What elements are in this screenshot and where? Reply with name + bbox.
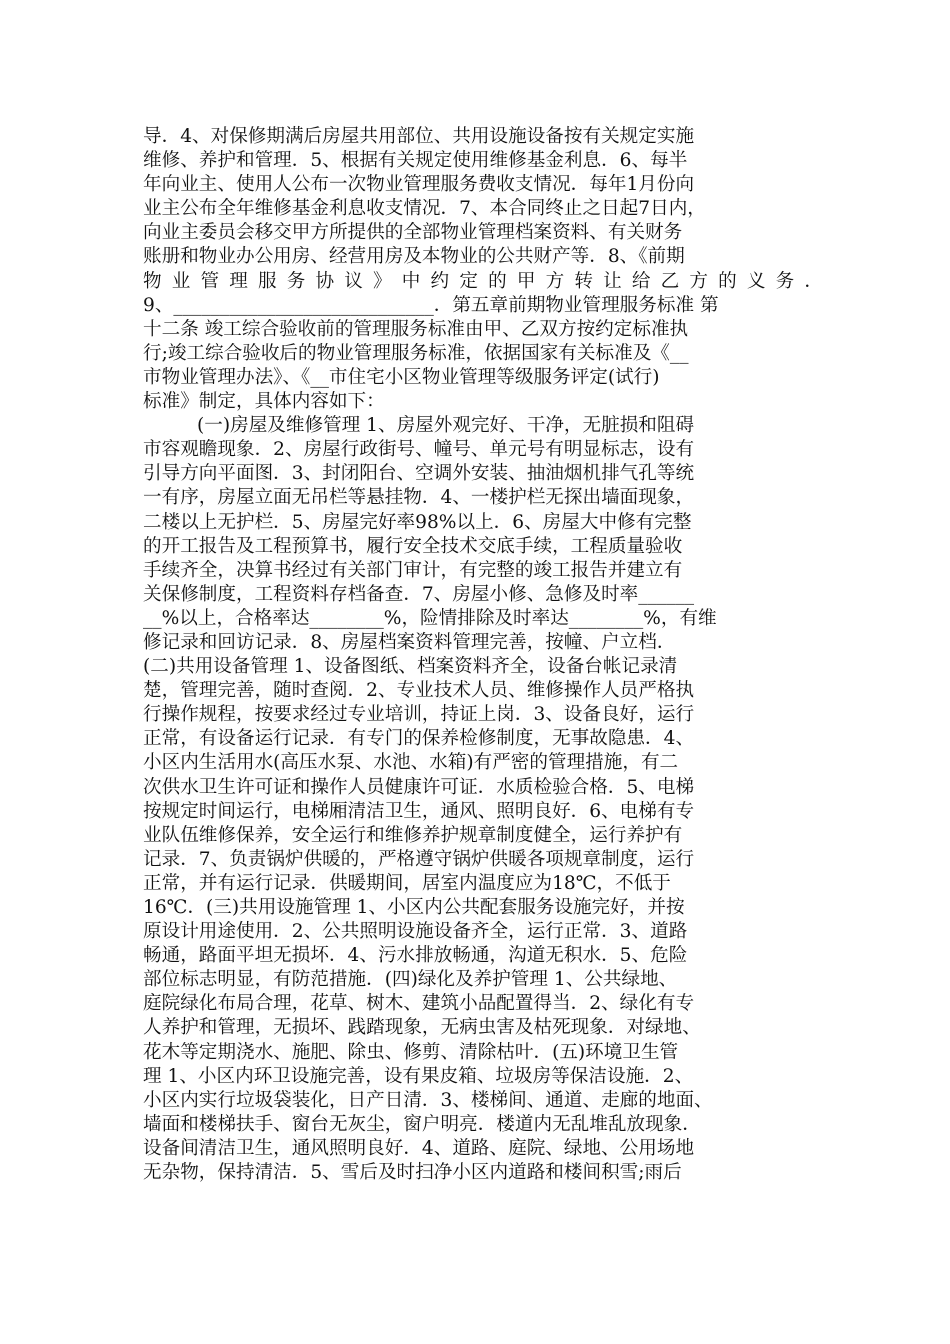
text-line: 引导方向平面图．3、封闭阳台、空调外安装、抽油烟机排气孔等统 (143, 463, 695, 485)
text-line: 庭院绿化布局合理，花草、树木、建筑小品配置得当．2、绿化有专 (143, 993, 695, 1015)
text-line: 人养护和管理，无损坏、践踏现象，无病虫害及枯死现象．对绿地、 (143, 1017, 701, 1039)
text-line: 修记录和回访记录．8、房屋档案资料管理完善，按幢、户立档． (143, 631, 676, 653)
text-line: 9、____________________________．第五章前期物业管理服务标准 第 (143, 294, 719, 316)
text-line: 无杂物，保持清洁．5、雪后及时扫净小区内道路和楼间积雪;雨后 (143, 1162, 682, 1184)
text-line: 正常，并有运行记录．供暖期间，居室内温度应为18℃，不低于 (143, 872, 671, 894)
text-line: 行;竣工综合验收后的物业管理服务标准，依据国家有关标准及《__ (143, 342, 689, 364)
text-line: 年向业主、使用人公布一次物业管理服务费收支情况．每年1月份向 (143, 174, 695, 196)
text-line: 行操作规程，按要求经过专业培训，持证上岗．3、设备良好，运行 (143, 704, 695, 726)
text-line: 账册和物业办公用房、经营用房及本物业的公共财产等．8、《前期 (143, 246, 685, 268)
text-line: 小区内实行垃圾袋装化，日产日清．3、楼梯间、通道、走廊的地面、 (143, 1089, 713, 1111)
text-line: (一)房屋及维修管理 1、房屋外观完好、干净，无脏损和阻碍 (197, 415, 695, 437)
text-line: 部位标志明显，有防范措施．(四)绿化及养护管理 1、公共绿地、 (143, 969, 678, 991)
text-line: 楚，管理完善，随时查阅．2、专业技术人员、维修操作人员严格执 (143, 680, 695, 702)
text-line: 的开工报告及工程预算书，履行安全技术交底手续，工程质量验收 (143, 535, 683, 557)
text-line: 维修、养护和管理．5、根据有关规定使用维修基金利息．6、每半 (143, 150, 688, 172)
text-line: 向业主委员会移交甲方所提供的全部物业管理档案资料、有关财务 (143, 222, 683, 244)
text-line: 花木等定期浇水、施肥、除虫、修剪、清除枯叶．(五)环境卫生管 (143, 1041, 679, 1063)
text-line: 按规定时间运行，电梯厢清洁卫生，通风、照明良好．6、电梯有专 (143, 800, 695, 822)
text-line: 导．4、对保修期满后房屋共用部位、共用设施设备按有关规定实施 (143, 126, 695, 147)
text-line: 手续齐全，决算书经过有关部门审计，有完整的竣工报告并建立有 (143, 559, 683, 581)
text-line: (二)共用设备管理 1、设备图纸、档案资料齐全，设备台帐记录清 (143, 656, 678, 678)
text-line: 设备间清洁卫生，通风照明良好．4、道路、庭院、绿地、公用场地 (143, 1137, 695, 1159)
text-line: 小区内生活用水(高压水泵、水池、水箱)有严密的管理措施，有二 (143, 752, 679, 774)
text-line: 畅通，路面平坦无损坏．4、污水排放畅通，沟道无积水．5、危险 (143, 945, 688, 967)
text-line: 市容观瞻现象．2、房屋行政街号、幢号、单元号有明显标志，设有 (143, 439, 695, 461)
text-line: 理 1、小区内环卫设施完善，设有果皮箱、垃圾房等保洁设施．2、 (143, 1065, 694, 1087)
text-line: 一有序，房屋立面无吊栏等悬挂物．4、一楼护栏无探出墙面现象， (143, 487, 695, 509)
text-line: 关保修制度，工程资料存档备查．7、房屋小修、急修及时率______ (143, 583, 695, 605)
text-line: 业队伍维修保养，安全运行和维修养护规章制度健全，运行养护有 (143, 824, 683, 846)
text-line: 物业管理服务协议》中约定的甲方转让给乙方的义务． (143, 270, 823, 292)
document-body (143, 125, 823, 1185)
text-line: __%以上，合格率达________%，险情排除及时率达________%，有维 (143, 607, 717, 629)
text-line: 标准》制定，具体内容如下： (143, 391, 385, 413)
text-line: 正常，有设备运行记录．有专门的保养检修制度，无事故隐患．4、 (143, 728, 695, 750)
text-line: 墙面和楼梯扶手、窗台无灰尘，窗户明亮．楼道内无乱堆乱放现象． (143, 1113, 701, 1135)
text-line: 业主公布全年维修基金利息收支情况．7、本合同终止之日起7日内， (143, 198, 706, 220)
text-line: 十二条 竣工综合验收前的管理服务标准由甲、乙双方按约定标准执 (143, 318, 689, 340)
text-line: 次供水卫生许可证和操作人员健康许可证．水质检验合格．5、电梯 (143, 776, 695, 798)
text-line: 二楼以上无护栏．5、房屋完好率98%以上．6、房屋大中修有完整 (143, 511, 692, 533)
text-line: 原设计用途使用．2、公共照明设施设备齐全，运行正常．3、道路 (143, 921, 688, 943)
text-line: 记录．7、负责锅炉供暖的，严格遵守锅炉供暖各项规章制度，运行 (143, 848, 695, 870)
text-line: 市物业管理办法》、《__市住宅小区物业管理等级服务评定(试行) (143, 366, 660, 388)
text-line: 16℃．(三)共用设施管理 1、小区内公共配套服务设施完好，并按 (143, 897, 685, 918)
